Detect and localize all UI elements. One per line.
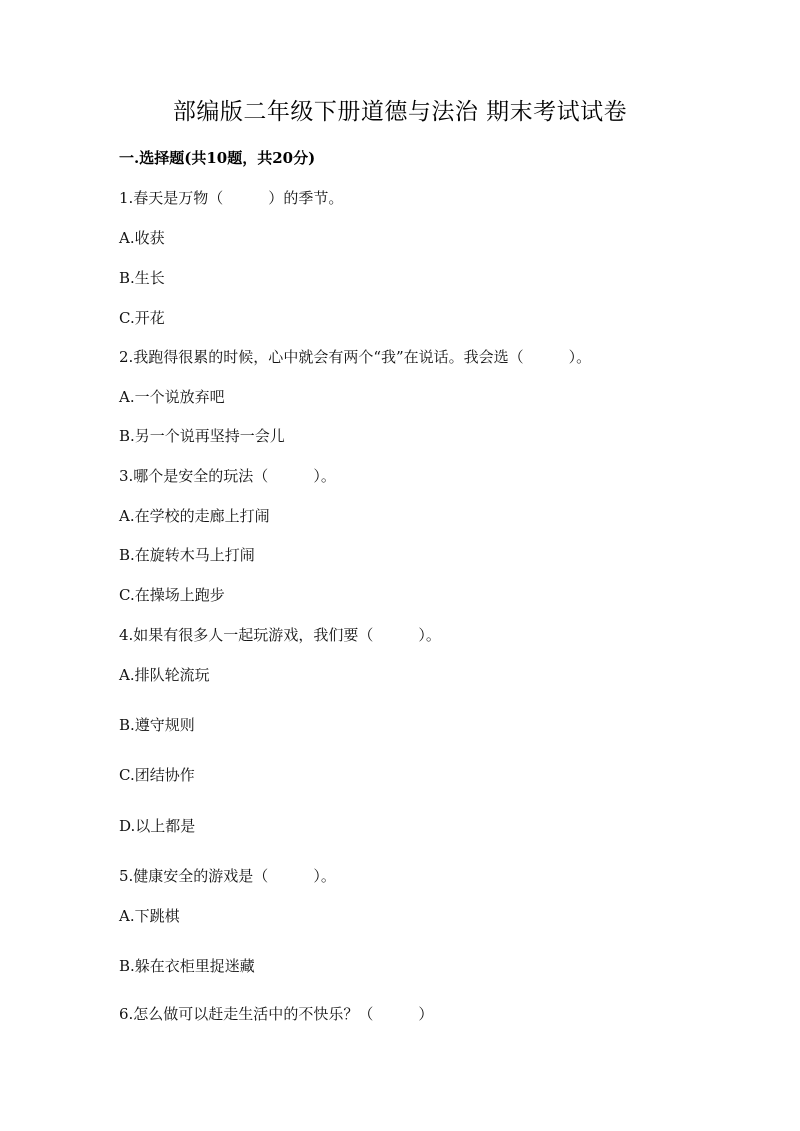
question-6-stem: 6.怎么做可以赶走生活中的不快乐？（ ） xyxy=(119,1005,434,1023)
question-3-option-a: A.在学校的走廊上打闹 xyxy=(119,507,270,525)
question-5-stem: 5.健康安全的游戏是（ ）。 xyxy=(119,867,336,885)
question-4-option-a: A.排队轮流玩 xyxy=(119,666,210,684)
question-1-stem: 1.春天是万物（ ）的季节。 xyxy=(119,189,344,207)
question-4-option-d: D.以上都是 xyxy=(119,817,196,835)
question-2-option-a: A.一个说放弃吧 xyxy=(119,388,225,406)
question-2-option-b: B.另一个说再坚持一会儿 xyxy=(119,427,285,445)
section-heading: 一.选择题(共10题，共20分) xyxy=(119,149,316,167)
question-4-stem: 4.如果有很多人一起玩游戏，我们要（ ）。 xyxy=(119,626,441,644)
question-4-option-b: B.遵守规则 xyxy=(119,716,195,734)
question-5-option-b: B.躲在衣柜里捉迷藏 xyxy=(119,957,255,975)
question-5-option-a: A.下跳棋 xyxy=(119,907,180,925)
question-1-option-a: A.收获 xyxy=(119,229,165,247)
exam-title: 部编版二年级下册道德与法治 期末考试试卷 xyxy=(172,99,628,125)
question-1-option-c: C.开花 xyxy=(119,309,165,327)
question-1-option-b: B.生长 xyxy=(119,269,165,287)
question-2-stem: 2.我跑得很累的时候，心中就会有两个“我”在说话。我会选（ ）。 xyxy=(119,348,592,366)
question-3-stem: 3.哪个是安全的玩法（ ）。 xyxy=(119,467,336,485)
question-3-option-c: C.在操场上跑步 xyxy=(119,586,225,604)
question-3-option-b: B.在旋转木马上打闹 xyxy=(119,546,255,564)
question-4-option-c: C.团结协作 xyxy=(119,766,195,784)
